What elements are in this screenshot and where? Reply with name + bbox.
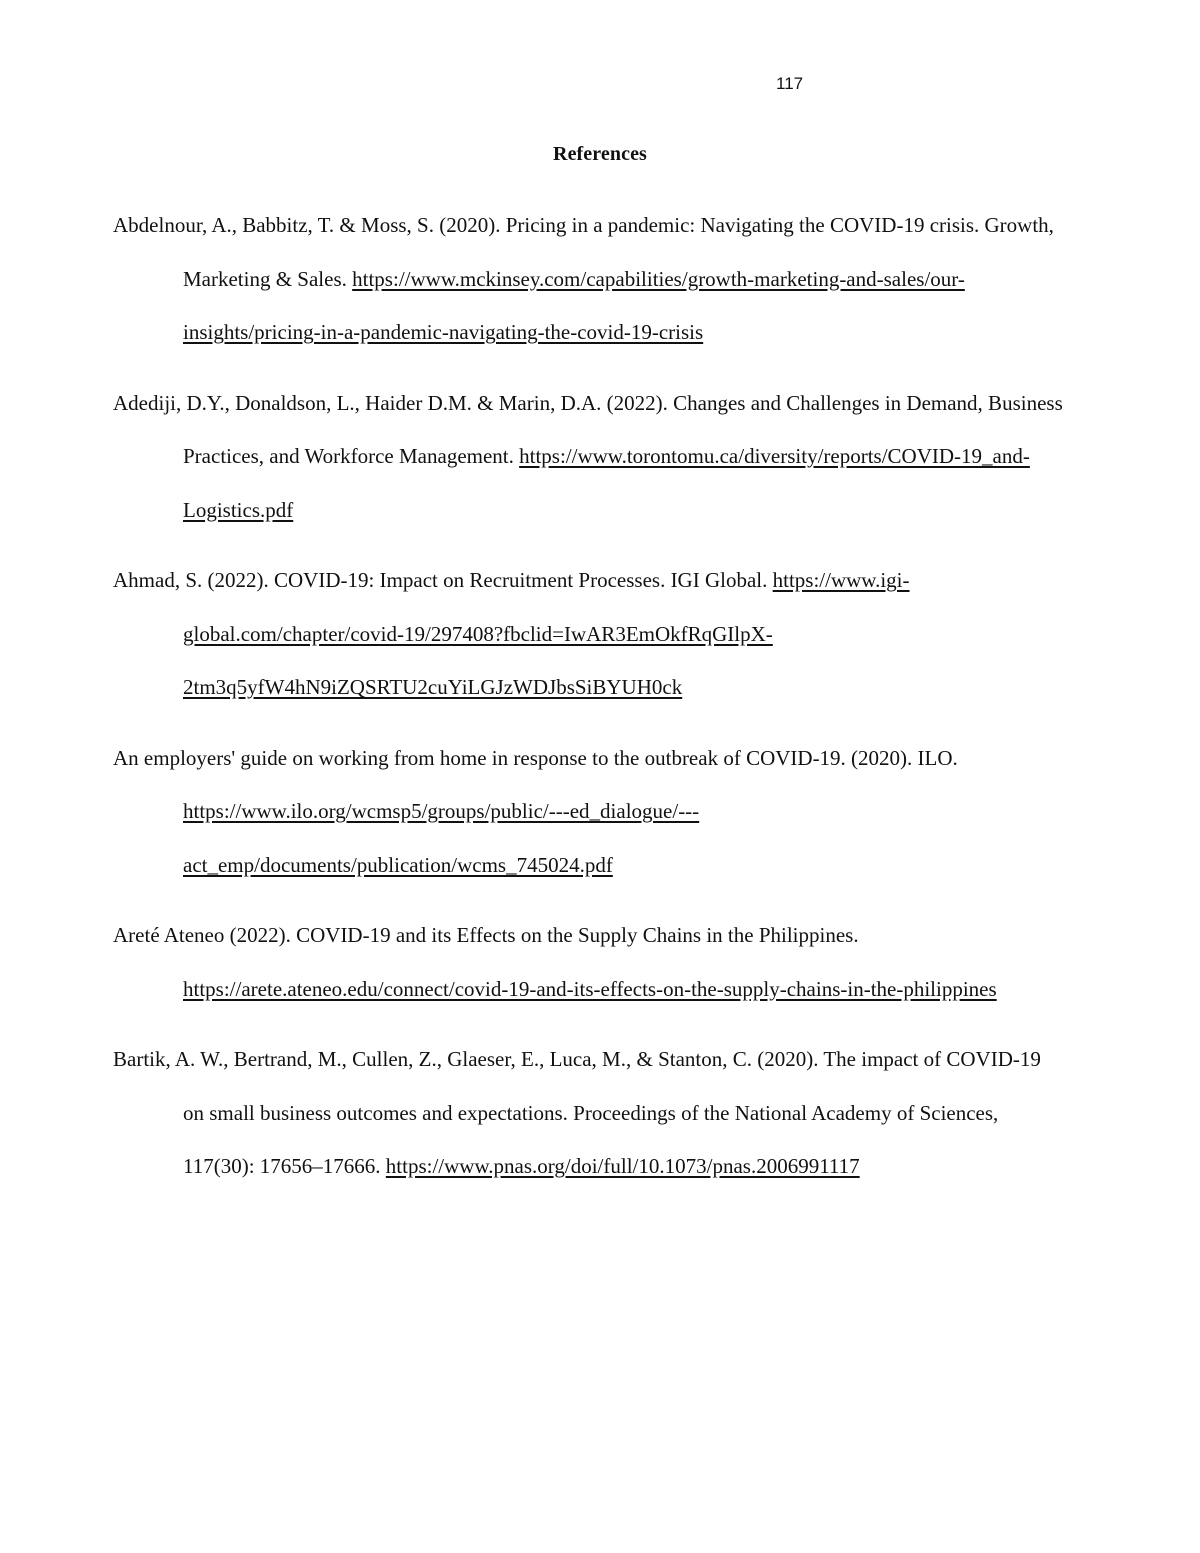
reference-text: Bartik, A. W., Bertrand, M., Cullen, Z., Glaeser, E., Luca, M., & Stanton, C. (2020). The impact of COVID-19 on small business outcomes and expectations. Proceedings of the National Academy of Sciences, 117(30): 17656–17666. — [113, 1047, 1041, 1178]
reference-entry — [113, 732, 1063, 893]
reference-list — [113, 199, 1063, 1211]
reference-text: Adediji, D.Y., Donaldson, L., Haider D.M. & Marin, D.A. (2022). Changes and Challenges in Demand, Business Practices, and Workforce Management. — [113, 390, 1063, 468]
references-heading: References — [553, 143, 647, 165]
reference-entry — [113, 909, 1063, 1016]
reference-link[interactable]: https://www.torontomu.ca/diversity/reports/COVID-19_and-Logistics.pdf — [183, 444, 1030, 522]
reference-link[interactable]: https://www.pnas.org/doi/full/10.1073/pnas.2006991117 — [385, 1154, 860, 1178]
reference-link[interactable]: https://arete.ateneo.edu/connect/covid-19-and-its-effects-on-the-supply-chains-in-the-philippines — [183, 976, 997, 1001]
reference-text: An employers' guide on working from home in response to the outbreak of COVID-19. (2020). ILO. — [113, 745, 958, 770]
reference-entry — [113, 1033, 1063, 1194]
page-number: 117 — [776, 74, 804, 93]
reference-text: Ahmad, S. (2022). COVID-19: Impact on Recruitment Processes. IGI Global. — [113, 568, 773, 592]
reference-entry — [113, 554, 1063, 715]
reference-link[interactable]: https://www.igi-global.com/chapter/covid-19/297408?fbclid=IwAR3EmOkfRqGIlpX-2tm3q5yfW4hN9iZQSRTU2cuYiLGJzWDJbsSiBYUH0ck — [183, 568, 910, 699]
reference-text: Abdelnour, A., Babbitz, T. & Moss, S. (2020). Pricing in a pandemic: Navigating the COVID-19 crisis. Growth, Marketing & Sales. — [113, 213, 1054, 291]
reference-link[interactable]: https://www.ilo.org/wcmsp5/groups/public/---ed_dialogue/---act_emp/documents/publication/wcms_745024.pdf — [183, 799, 700, 877]
reference-text: Areté Ateneo (2022). COVID-19 and its Effects on the Supply Chains in the Philippines. — [113, 923, 859, 947]
reference-link[interactable]: https://www.mckinsey.com/capabilities/growth-marketing-and-sales/our-insights/pricing-in-a-pandemic-navigating-the-covid-19-crisis — [183, 266, 965, 344]
reference-entry — [113, 199, 1063, 360]
reference-entry — [113, 377, 1063, 538]
